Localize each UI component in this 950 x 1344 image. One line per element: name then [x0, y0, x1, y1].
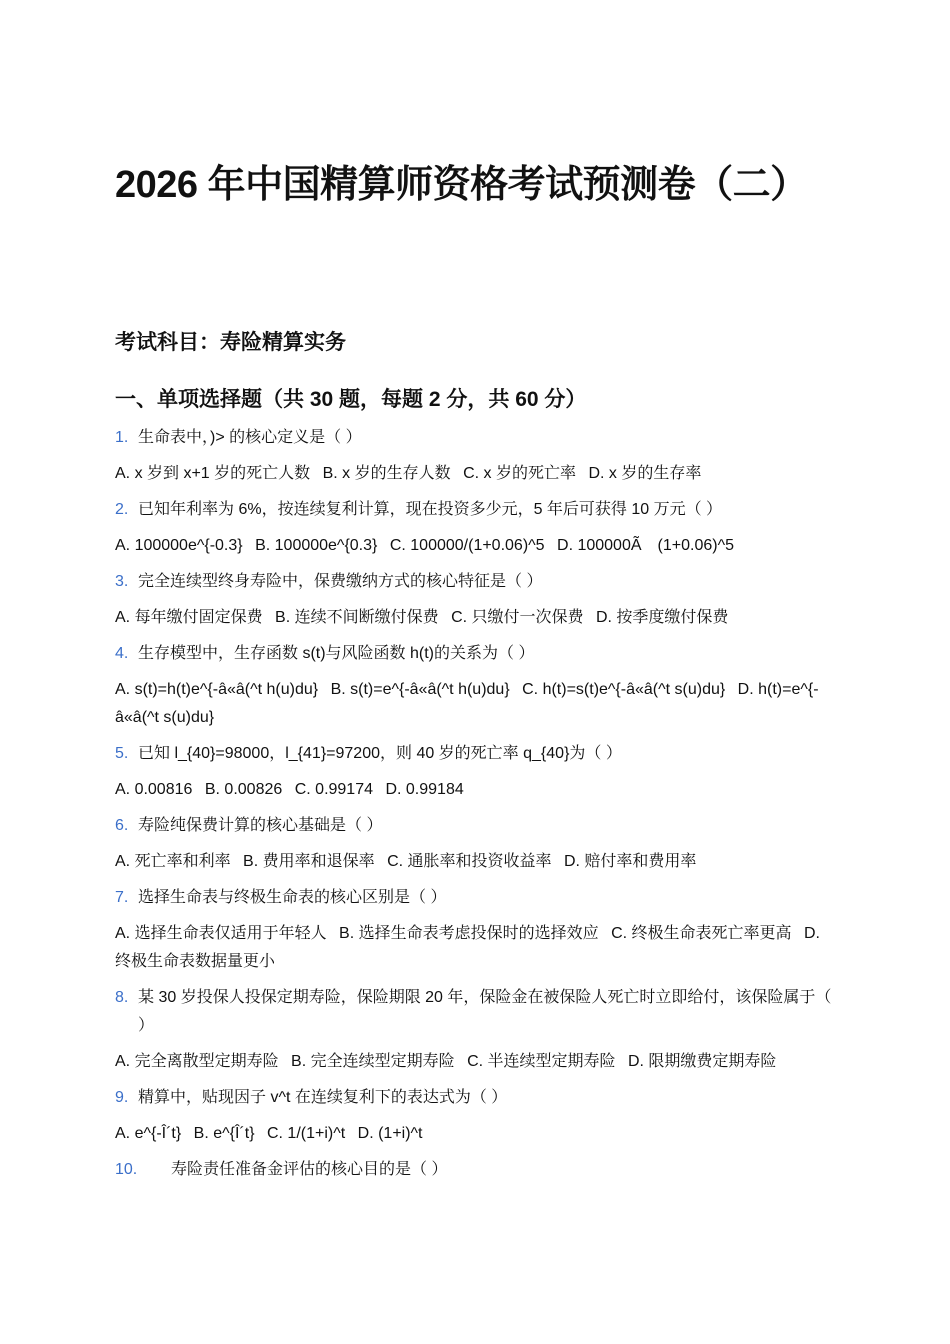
- answer-options: [115, 1048, 837, 1076]
- question-item: [115, 812, 837, 840]
- answer-option: C. x 岁的死亡率: [463, 465, 576, 482]
- answer-option: A. 100000e^{-0.3}: [115, 537, 243, 554]
- answer-option: B. s(t)=e^{-â«â(^t h(u)du}: [330, 681, 510, 698]
- question-item: [115, 568, 837, 596]
- answer-option: A. 0.00816: [115, 781, 193, 798]
- question-text: 精算中，贴现因子 v^t 在连续复利下的表达式为（ ）: [138, 1089, 508, 1106]
- section-heading: 一、单项选择题（共 30 题，每题 2 分，共 60 分）: [115, 388, 587, 411]
- exam-subject: 考试科目：寿险精算实务: [115, 331, 346, 354]
- question-text: 已知年利率为 6%，按连续复利计算，现在投资多少元，5 年后可获得 10 万元（ ）: [138, 501, 723, 518]
- answer-option: B. 选择生命表考虑投保时的选择效应: [339, 925, 599, 942]
- question-number: 2.: [115, 501, 129, 518]
- answer-options: [115, 460, 837, 488]
- answer-option: D. x 岁的生存率: [588, 465, 702, 482]
- answer-option: C. 1/(1+i)^t: [266, 1125, 346, 1142]
- answer-option: D. 按季度缴付保费: [595, 609, 729, 626]
- question-text: 寿险责任准备金评估的核心目的是（ ）: [171, 1161, 448, 1178]
- question-list: [115, 424, 837, 1192]
- answer-options: [115, 848, 837, 876]
- question-item: [115, 1156, 837, 1184]
- answer-option: D. 限期缴费定期寿险: [627, 1053, 777, 1070]
- question-number: 3.: [115, 573, 129, 590]
- answer-options: [115, 920, 837, 976]
- answer-options: [115, 604, 837, 632]
- answer-option: A. x 岁到 x+1 岁的死亡人数: [115, 465, 311, 482]
- question-item: [115, 640, 837, 668]
- answer-option: A. 完全离散型定期寿险: [115, 1053, 279, 1070]
- question-number: 4.: [115, 645, 129, 662]
- answer-option: D. 终极生命表数据量更小: [115, 925, 820, 970]
- page-title: 2026 年中国精算师资格考试预测卷（二）: [115, 164, 808, 206]
- answer-option: C. 只缴付一次保费: [451, 609, 584, 626]
- answer-option: B. 连续不间断缴付保费: [275, 609, 439, 626]
- answer-option: B. e^{Î´t}: [193, 1125, 255, 1142]
- answer-options: [115, 532, 837, 560]
- question-item: [115, 496, 837, 524]
- question-text: 寿险纯保费计算的核心基础是（ ）: [138, 817, 383, 834]
- answer-option: A. e^{-Î´t}: [115, 1125, 182, 1142]
- question-number: 6.: [115, 817, 129, 834]
- answer-option: D. (1+i)^t: [357, 1125, 423, 1142]
- question-number: 1.: [115, 429, 129, 446]
- answer-options: [115, 776, 837, 804]
- answer-option: C. 0.99174: [294, 781, 373, 798]
- question-number: 8.: [115, 989, 129, 1006]
- answer-option: B. x 岁的生存人数: [322, 465, 451, 482]
- question-text: 某 30 岁投保人投保定期寿险，保险期限 20 年，保险金在被保险人死亡时立即给付，该保险属于（ ）: [138, 989, 832, 1034]
- answer-option: A. 每年缴付固定保费: [115, 609, 263, 626]
- question-item: [115, 740, 837, 768]
- answer-option: C. 终极生命表死亡率更高: [611, 925, 792, 942]
- question-number: 5.: [115, 745, 129, 762]
- question-text: 生存模型中，生存函数 s(t)与风险函数 h(t)的关系为（ ）: [138, 645, 535, 662]
- question-number: 10.: [115, 1161, 138, 1178]
- answer-option: D. 100000Ã (1+0.06)^5: [557, 537, 734, 554]
- question-text: 选择生命表与终极生命表的核心区别是（ ）: [138, 889, 447, 906]
- answer-option: C. h(t)=s(t)e^{-â«â(^t s(u)du}: [522, 681, 726, 698]
- answer-option: C. 100000/(1+0.06)^5: [389, 537, 545, 554]
- answer-option: C. 通胀率和投资收益率: [387, 853, 552, 870]
- question-text: 已知 l_{40}=98000，l_{41}=97200，则 40 岁的死亡率 q_{40}为（ ）: [138, 745, 622, 762]
- answer-option: C. 半连续型定期寿险: [467, 1053, 616, 1070]
- answer-option: B. 费用率和退保率: [243, 853, 375, 870]
- answer-option: D. 赔付率和费用率: [563, 853, 697, 870]
- answer-option: D. h(t)=e^{-â«â(^t s(u)du}: [115, 681, 819, 726]
- answer-options: [115, 1120, 837, 1148]
- question-item: [115, 1084, 837, 1112]
- answer-option: B. 完全连续型定期寿险: [291, 1053, 455, 1070]
- question-text: 完全连续型终身寿险中，保费缴纳方式的核心特征是（ ）: [138, 573, 543, 590]
- answer-option: A. s(t)=h(t)e^{-â«â(^t h(u)du}: [115, 681, 319, 698]
- answer-option: A. 死亡率和利率: [115, 853, 231, 870]
- answer-options: [115, 676, 837, 732]
- answer-option: D. 0.99184: [385, 781, 464, 798]
- answer-option: A. 选择生命表仅适用于年轻人: [115, 925, 327, 942]
- question-text: 生命表中，)> 的核心定义是（ ）: [138, 429, 362, 446]
- question-number: 7.: [115, 889, 129, 906]
- answer-option: B. 100000e^{0.3}: [255, 537, 378, 554]
- answer-option: B. 0.00826: [204, 781, 283, 798]
- question-number: 9.: [115, 1089, 129, 1106]
- question-item: [115, 884, 837, 912]
- question-item: [115, 984, 837, 1040]
- question-item: [115, 424, 837, 452]
